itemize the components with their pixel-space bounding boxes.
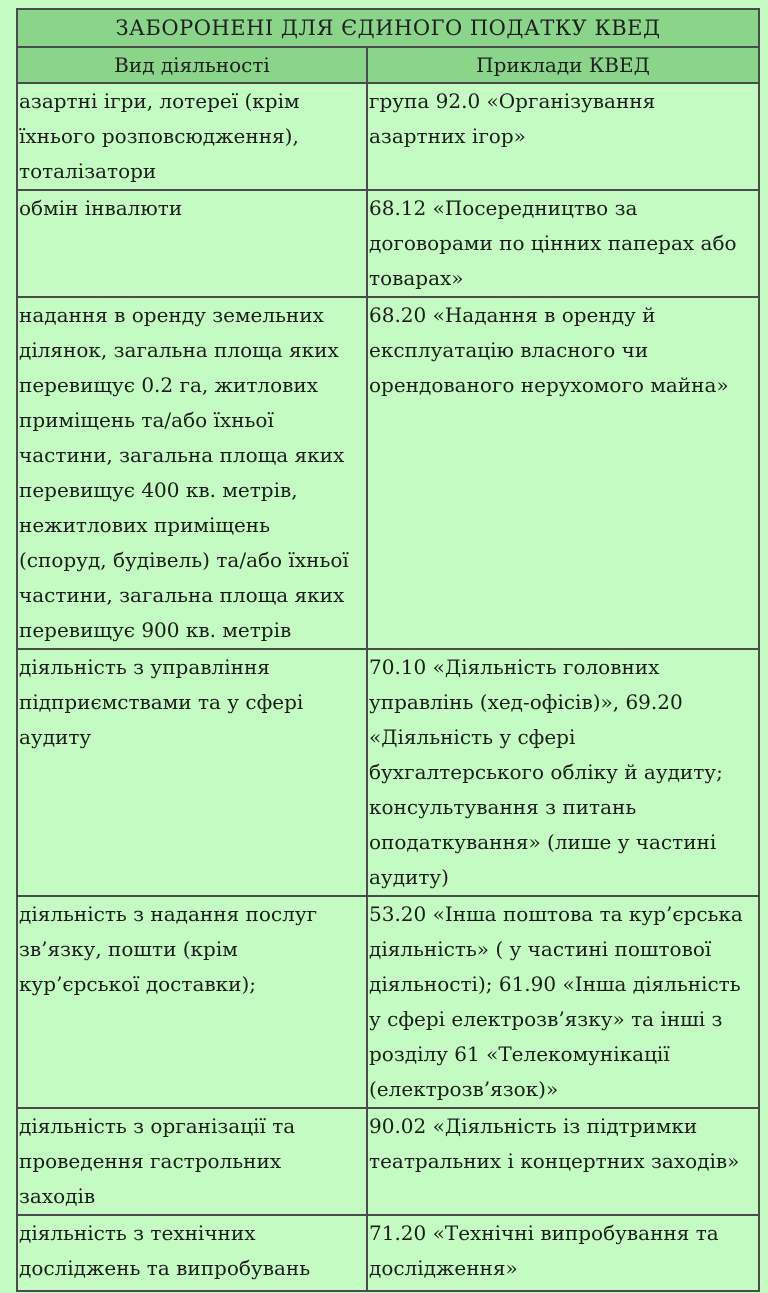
column-header-activity: Вид діяльності xyxy=(17,47,367,83)
table-row xyxy=(17,1108,759,1215)
kved-examples-cell: 68.12 «Посередництво за договорами по цінних паперах або товарах» xyxy=(367,190,759,297)
column-header-examples: Приклади КВЕД xyxy=(367,47,759,83)
table-row xyxy=(17,83,759,190)
table-title-row xyxy=(17,9,759,47)
kved-examples-cell: 68.20 «Надання в оренду й експлуатацію власного чи орендованого нерухомого майна» xyxy=(367,297,759,649)
activity-cell: діяльність з надання послуг зв’язку, пошти (крім кур’єрської доставки); xyxy=(17,896,367,1108)
kved-examples-cell: група 92.0 «Організування азартних ігор» xyxy=(367,83,759,190)
kved-examples-cell: 90.02 «Діяльність із підтримки театральних і концертних заходів» xyxy=(367,1108,759,1215)
table-header-row xyxy=(17,47,759,83)
activity-cell: азартні ігри, лотереї (крім їхнього розповсюдження), тоталізатори xyxy=(17,83,367,190)
kved-examples-cell: 71.20 «Технічні випробування та дослідження» xyxy=(367,1215,759,1291)
table-row xyxy=(17,297,759,649)
activity-cell: діяльність з технічних досліджень та випробувань xyxy=(17,1215,367,1291)
activity-cell: надання в оренду земельних ділянок, загальна площа яких перевищує 0.2 га, житлових приміщень та/або їхньої частини, загальна площа яких перевищує 400 кв. метрів, нежитлових приміщень (споруд, будівель) та/або їхньої частини, загальна площа яких перевищує 900 кв. метрів xyxy=(17,297,367,649)
table-row xyxy=(17,1215,759,1291)
activity-cell: діяльність з організації та проведення гастрольних заходів xyxy=(17,1108,367,1215)
table-row xyxy=(17,649,759,896)
kved-examples-cell: 70.10 «Діяльність головних управлінь (хед-офісів)», 69.20 «Діяльність у сфері бухгалтерського обліку й аудиту; консультування з питань оподаткування» (лише у частині аудиту) xyxy=(367,649,759,896)
activity-cell: обмін інвалюти xyxy=(17,190,367,297)
table-row xyxy=(17,896,759,1108)
activity-cell: діяльність з управління підприємствами та у сфері аудиту xyxy=(17,649,367,896)
forbidden-kved-table xyxy=(16,8,760,1292)
table-row xyxy=(17,190,759,297)
table-title: ЗАБОРОНЕНІ ДЛЯ ЄДИНОГО ПОДАТКУ КВЕД xyxy=(17,9,759,47)
kved-examples-cell: 53.20 «Інша поштова та кур’єрська діяльність» ( у частині поштової діяльності); 61.90 «Інша діяльність у сфері електрозв’язку» та інші з розділу 61 «Телекомунікації (електрозв’язок)» xyxy=(367,896,759,1108)
kved-table-container xyxy=(16,8,758,1292)
